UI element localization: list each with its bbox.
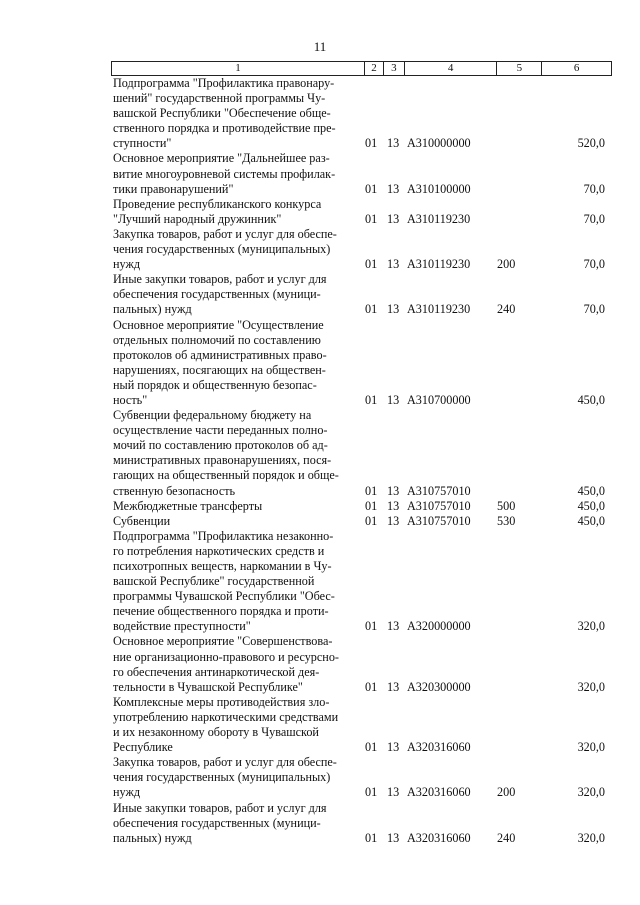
description-line: Республике <box>113 740 173 755</box>
amount: 450,0 <box>577 392 605 407</box>
subsection-code: 13 <box>387 483 400 498</box>
table-row <box>111 76 612 151</box>
description-line: нужд <box>113 785 141 800</box>
description-line: и их незаконному обороту в Чувашской <box>113 725 319 740</box>
description-line: отдельных полномочий по составлению <box>113 332 321 347</box>
description-line: вашской Республике" государственной <box>113 574 315 589</box>
section-code: 01 <box>365 483 378 498</box>
table-row <box>111 197 612 227</box>
row-description <box>113 755 356 800</box>
description-line: гающих на общественный порядок и обще- <box>113 468 339 483</box>
amount: 450,0 <box>577 513 605 528</box>
target-article-code: А320316060 <box>407 740 471 755</box>
section-code: 01 <box>365 785 378 800</box>
description-line: ный порядок и общественную безопас- <box>113 377 317 392</box>
description-line: психотропных веществ, наркомании в Чу- <box>113 559 332 573</box>
amount: 450,0 <box>577 483 605 498</box>
target-article-code: А310700000 <box>407 392 471 407</box>
row-description <box>113 76 356 151</box>
subsection-code: 13 <box>387 830 400 845</box>
section-code: 01 <box>365 740 378 755</box>
description-line: го потребления наркотических средств и <box>113 543 325 558</box>
row-description <box>113 272 356 317</box>
subsection-code: 13 <box>387 257 400 272</box>
table-row <box>111 318 612 409</box>
header-col-3: 3 <box>383 62 404 75</box>
section-code: 01 <box>365 211 378 226</box>
target-article-code: А310119230 <box>407 302 471 317</box>
budget-table <box>111 61 612 846</box>
row-description <box>113 408 356 499</box>
description-line: Комплексные меры противодействия зло- <box>113 694 330 709</box>
target-article-code: А320000000 <box>407 619 471 634</box>
description-line: чения государственных (муниципальных) <box>113 770 331 785</box>
description-line: витие многоуровневой системы профилак- <box>113 166 336 181</box>
subsection-code: 13 <box>387 136 400 151</box>
header-col-6: 6 <box>541 62 611 75</box>
description-line: Иные закупки товаров, работ и услуг для <box>113 272 327 287</box>
description-line: тельности в Чувашской Республике" <box>113 679 303 694</box>
description-line: Подпрограмма "Профилактика правонару- <box>113 76 335 90</box>
page-number: 11 <box>313 39 327 54</box>
section-code: 01 <box>365 136 378 151</box>
description-line: "Лучший народный дружинник" <box>113 211 282 226</box>
subsection-code: 13 <box>387 181 400 196</box>
table-body <box>111 76 612 846</box>
target-article-code: А310757010 <box>407 483 471 498</box>
description-line: употреблению наркотическими средствами <box>113 709 339 724</box>
section-code: 01 <box>365 181 378 196</box>
amount: 320,0 <box>577 619 605 634</box>
row-description <box>113 529 356 635</box>
target-article-code: А310000000 <box>407 136 471 151</box>
description-line: Основное мероприятие "Дальнейшее раз- <box>113 151 330 166</box>
target-article-code: А310757010 <box>407 498 471 513</box>
description-line: Межбюджетные трансферты <box>113 498 263 513</box>
header-col-2: 2 <box>364 62 383 75</box>
expense-type-code: 530 <box>497 513 516 528</box>
subsection-code: 13 <box>387 740 400 755</box>
description-line: мочий по составлению протоколов об ад- <box>113 438 328 453</box>
description-line: Проведение республиканского конкурса <box>113 196 322 211</box>
table-row <box>111 408 612 499</box>
header-col-1: 1 <box>235 62 241 74</box>
amount: 520,0 <box>577 136 605 151</box>
table-row <box>111 695 612 755</box>
section-code: 01 <box>365 830 378 845</box>
target-article-code: А310757010 <box>407 513 471 528</box>
amount: 320,0 <box>577 679 605 694</box>
row-description <box>113 151 356 196</box>
subsection-code: 13 <box>387 785 400 800</box>
amount: 320,0 <box>577 830 605 845</box>
section-code: 01 <box>365 513 378 528</box>
section-code: 01 <box>365 392 378 407</box>
subsection-code: 13 <box>387 679 400 694</box>
header-col-5: 5 <box>496 62 541 75</box>
expense-type-code: 240 <box>497 302 516 317</box>
description-line: пальных) нужд <box>113 302 192 317</box>
amount: 450,0 <box>577 498 605 513</box>
description-line: ность" <box>113 392 148 407</box>
table-row <box>111 151 612 196</box>
table-row <box>111 755 612 800</box>
subsection-code: 13 <box>387 619 400 634</box>
expense-type-code: 500 <box>497 498 516 513</box>
table-row <box>111 272 612 317</box>
description-line: го обеспечения антинаркотической дея- <box>113 664 320 679</box>
subsection-code: 13 <box>387 302 400 317</box>
description-line: водействие преступности" <box>113 619 251 634</box>
expense-type-code: 200 <box>497 257 516 272</box>
amount: 320,0 <box>577 740 605 755</box>
description-line: пальных) нужд <box>113 830 192 845</box>
section-code: 01 <box>365 679 378 694</box>
subsection-code: 13 <box>387 211 400 226</box>
target-article-code: А310100000 <box>407 181 471 196</box>
row-description <box>113 695 356 755</box>
description-line: печение общественного порядка и проти- <box>113 604 329 619</box>
description-line: тики правонарушений" <box>113 181 234 196</box>
description-line: Закупка товаров, работ и услуг для обеспе- <box>113 226 337 241</box>
header-col-4: 4 <box>404 62 497 75</box>
target-article-code: А320316060 <box>407 785 471 800</box>
description-line: шений" государственной программы Чу- <box>113 91 326 106</box>
amount: 70,0 <box>583 257 605 272</box>
row-description <box>113 499 356 514</box>
target-article-code: А320300000 <box>407 679 471 694</box>
description-line: Подпрограмма "Профилактика незаконно- <box>113 528 334 543</box>
description-line: вашской Республики "Обеспечение обще- <box>113 106 331 121</box>
description-line: ступности" <box>113 136 172 151</box>
description-line: нарушениях, посягающих на обществен- <box>113 362 326 377</box>
table-row <box>111 529 612 635</box>
table-row <box>111 801 612 846</box>
target-article-code: А310119230 <box>407 257 471 272</box>
description-line: протоколов об административных право- <box>113 347 327 362</box>
section-code: 01 <box>365 257 378 272</box>
description-line: Субвенции федеральному бюджету на <box>113 408 312 423</box>
target-article-code: А310119230 <box>407 211 471 226</box>
table-row <box>111 514 612 529</box>
amount: 70,0 <box>583 302 605 317</box>
section-code: 01 <box>365 302 378 317</box>
description-line: программы Чувашской Республики "Обес- <box>113 589 335 604</box>
target-article-code: А320316060 <box>407 830 471 845</box>
table-row <box>111 499 612 514</box>
description-line: обеспечения государственных (муници- <box>113 815 321 830</box>
section-code: 01 <box>365 619 378 634</box>
description-line: чения государственных (муниципальных) <box>113 242 331 257</box>
expense-type-code: 200 <box>497 785 516 800</box>
section-code: 01 <box>365 498 378 513</box>
amount: 70,0 <box>583 211 605 226</box>
subsection-code: 13 <box>387 498 400 513</box>
row-description <box>113 227 356 272</box>
row-description <box>113 318 356 409</box>
table-row <box>111 227 612 272</box>
description-line: ние организационно-правового и ресурсно- <box>113 649 339 664</box>
description-line: осуществление части переданных полно- <box>113 423 328 438</box>
description-line: Основное мероприятие "Осуществление <box>113 317 324 332</box>
description-line: Субвенции <box>113 513 171 528</box>
description-line: министративных правонарушениях, пося- <box>113 453 332 468</box>
row-description <box>113 514 356 529</box>
row-description <box>113 197 356 227</box>
description-line: ственную безопасность <box>113 483 236 498</box>
description-line: нужд <box>113 257 141 272</box>
description-line: обеспечения государственных (муници- <box>113 287 321 302</box>
description-line: Закупка товаров, работ и услуг для обеспе- <box>113 755 337 770</box>
row-description <box>113 634 356 694</box>
table-row <box>111 634 612 694</box>
expense-type-code: 240 <box>497 830 516 845</box>
subsection-code: 13 <box>387 392 400 407</box>
table-header <box>111 61 612 76</box>
amount: 320,0 <box>577 785 605 800</box>
amount: 70,0 <box>583 181 605 196</box>
description-line: Иные закупки товаров, работ и услуг для <box>113 800 327 815</box>
row-description <box>113 801 356 846</box>
subsection-code: 13 <box>387 513 400 528</box>
description-line: ственного порядка и противодействие пре- <box>113 121 336 136</box>
description-line: Основное мероприятие "Совершенствова- <box>113 634 333 649</box>
